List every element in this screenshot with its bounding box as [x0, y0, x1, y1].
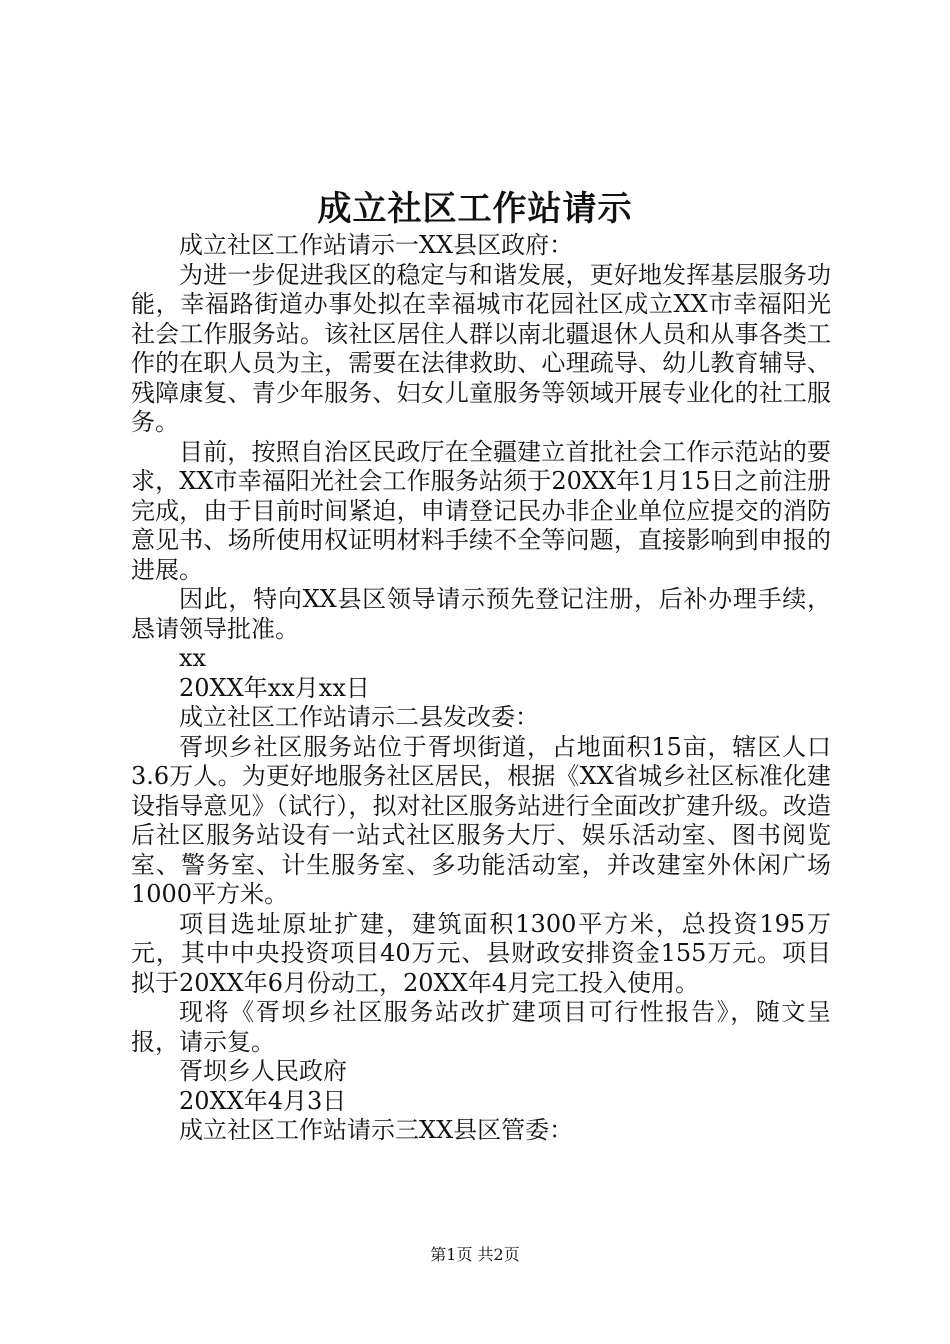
signature-line: xx — [179, 644, 207, 672]
signature-line: 胥坝乡人民政府 — [179, 1057, 347, 1085]
paragraph: 胥坝乡社区服务站位于胥坝街道，占地面积15亩，辖区人口3.6万人。为更好地服务社区居民，根据《XX省城乡社区标准化建设指导意见》（试行），拟对社区服务站进行全面改扩建升级。改造后社区服务站设有一站式社区服务大厅、娱乐活动室、图书阅览室、警务室、计生服务室、多功能活动室，并改建室外休闲广场1000平方米。 — [131, 732, 831, 908]
document-title: 成立社区工作站请示 — [317, 189, 633, 229]
page-number: 第1页 共2页 — [430, 1245, 520, 1264]
document-body — [131, 231, 831, 1146]
paragraph: 项目选址原址扩建，建筑面积1300平方米，总投资195万元，其中中央投资项目40万元、县财政安排资金155万元。项目拟于20XX年6月份动工，20XX年4月完工投入使用。 — [131, 909, 831, 997]
paragraph: 因此，特向XX县区领导请示预先登记注册，后补办理手续，恳请领导批准。 — [131, 585, 831, 643]
date-line: 20XX年4月3日 — [179, 1086, 347, 1115]
paragraph: 现将《胥坝乡社区服务站改扩建项目可行性报告》，随文呈报，请示复。 — [131, 998, 831, 1056]
paragraph: 为进一步促进我区的稳定与和谐发展，更好地发挥基层服务功能，幸福路街道办事处拟在幸福城市花园社区成立XX市幸福阳光社会工作服务站。该社区居住人群以南北疆退休人员和从事各类工作的在职人员为主，需要在法律救助、心理疏导、幼儿教育辅导、残障康复、青少年服务、妇女儿童服务等领域开展专业化的社工服务。 — [131, 260, 831, 436]
paragraph: 目前，按照自治区民政厅在全疆建立首批社会工作示范站的要求，XX市幸福阳光社会工作服务站须于20XX年1月15日之前注册完成，由于目前时间紧迫，申请登记民办非企业单位应提交的消防意见书、场所使用权证明材料手续不全等问题，直接影响到申报的进展。 — [131, 437, 831, 584]
date-line: 20XX年xx月xx日 — [179, 673, 370, 702]
paragraph: 成立社区工作站请示一XX县区政府： — [179, 231, 574, 259]
paragraph: 成立社区工作站请示三XX县区管委： — [179, 1116, 574, 1144]
paragraph: 成立社区工作站请示二县发改委： — [179, 703, 539, 731]
